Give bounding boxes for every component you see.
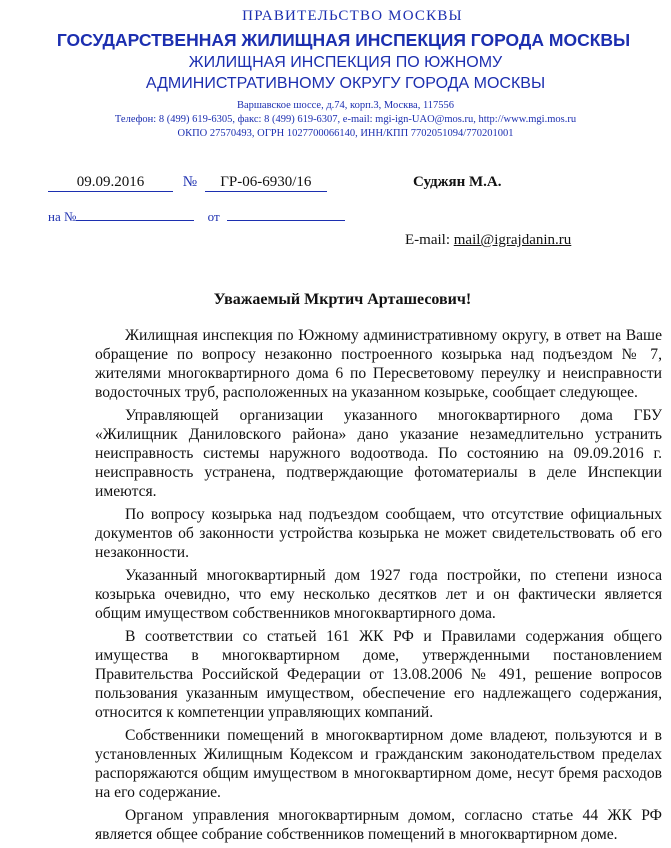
addressee-email[interactable]: mail@igrajdanin.ru [453, 232, 572, 248]
letter-number: ГР-06-6930/16 [205, 173, 327, 192]
body-paragraph: Указанный многоквартирный дом 1927 года постройки, по степени износа козырька очевидно, что ему несколько десятков лет и он фактически является общим имуществом собственников многоквартирного дома. [95, 567, 662, 622]
body-paragraph: Собственники помещений в многоквартирном доме владеют, пользуются и в установленных Жилищным Кодексом и гражданским законодательством пределах распоряжаются общим имуществом в многоквартирном доме, несут бремя расходов на его содержание. [95, 727, 662, 801]
reference-number [76, 206, 194, 221]
letterhead [0, 6, 671, 140]
outgoing-registration [48, 173, 327, 192]
agency-registry-codes: ОКПО 27570493, ОГРН 1027700066140, ИНН/КПП 7702051094/770201001 [177, 128, 514, 139]
agency-address: Варшавское шоссе, д.74, корп.3, Москва, 117556 [236, 100, 455, 111]
number-label: № [182, 174, 198, 190]
email-label: E-mail: [405, 232, 450, 248]
agency-title: ГОСУДАРСТВЕННАЯ ЖИЛИЩНАЯ ИНСПЕКЦИЯ ГОРОДА МОСКВЫ [56, 30, 631, 50]
body-paragraph: Управляющей организации указанного многоквартирного дома ГБУ «Жилищник Даниловского района» дано указание незамедлительно устранить неисправность системы наружного водоотвода. По состоянию на 09.09.2016 г. неисправность устранена, подтверждающие фотоматериалы в деле Инспекции имеются. [95, 407, 662, 500]
body-paragraph: В соответствии со статьей 161 ЖК РФ и Правилами содержания общего имущества в многоквартирном доме, утвержденными постановлением Правительства Российской Федерации от 13.08.2006 № 491, решение вопросов пользования указанным имуществом, обеспечение его надлежащего содержания, относится к компетенции управляющих компаний. [95, 628, 662, 721]
reference-date [227, 206, 345, 221]
government-title: ПРАВИТЕЛЬСТВО МОСКВЫ [242, 8, 463, 24]
agency-contacts: Телефон: 8 (499) 619-6305, факс: 8 (499) 619-6307, e-mail: mgi-ign-UAO@mos.ru, http://www.mgi.mos.ru [114, 114, 577, 125]
body-paragraph: Жилищная инспекция по Южному административному округу, в ответ на Ваше обращение по вопросу незаконно построенного козырька над подъездом № 7, жителями многоквартирного дома 6 по Пересветовому переулку и неисправности водосточных труб, расположенных на указанном козырьке, сообщает следующее. [95, 327, 662, 401]
greeting: Уважаемый Мкртич Арташесович! [213, 291, 472, 308]
addressee-email-line [405, 231, 571, 249]
body-paragraph: Органом управления многоквартирным домом, согласно статье 44 ЖК РФ является общее собрание собственников помещений в многоквартирном доме. [95, 807, 662, 843]
reference-label: на № [48, 209, 77, 224]
letter-body [95, 326, 662, 848]
addressee-name: Суджян М.А. [413, 174, 502, 190]
reference-from-label: от [207, 209, 220, 224]
branch-title-line-1: ЖИЛИЩНАЯ ИНСПЕКЦИЯ ПО ЮЖНОМУ [188, 54, 503, 71]
body-paragraph: По вопросу козырька над подъездом сообщаем, что отсутствие официальных документов об законности устройства козырька не может свидетельствовать об его незаконности. [95, 506, 662, 561]
letter-date: 09.09.2016 [48, 173, 173, 192]
branch-title-line-2: АДМИНИСТРАТИВНОМУ ОКРУГУ ГОРОДА МОСКВЫ [145, 75, 546, 92]
incoming-reference [48, 206, 345, 226]
